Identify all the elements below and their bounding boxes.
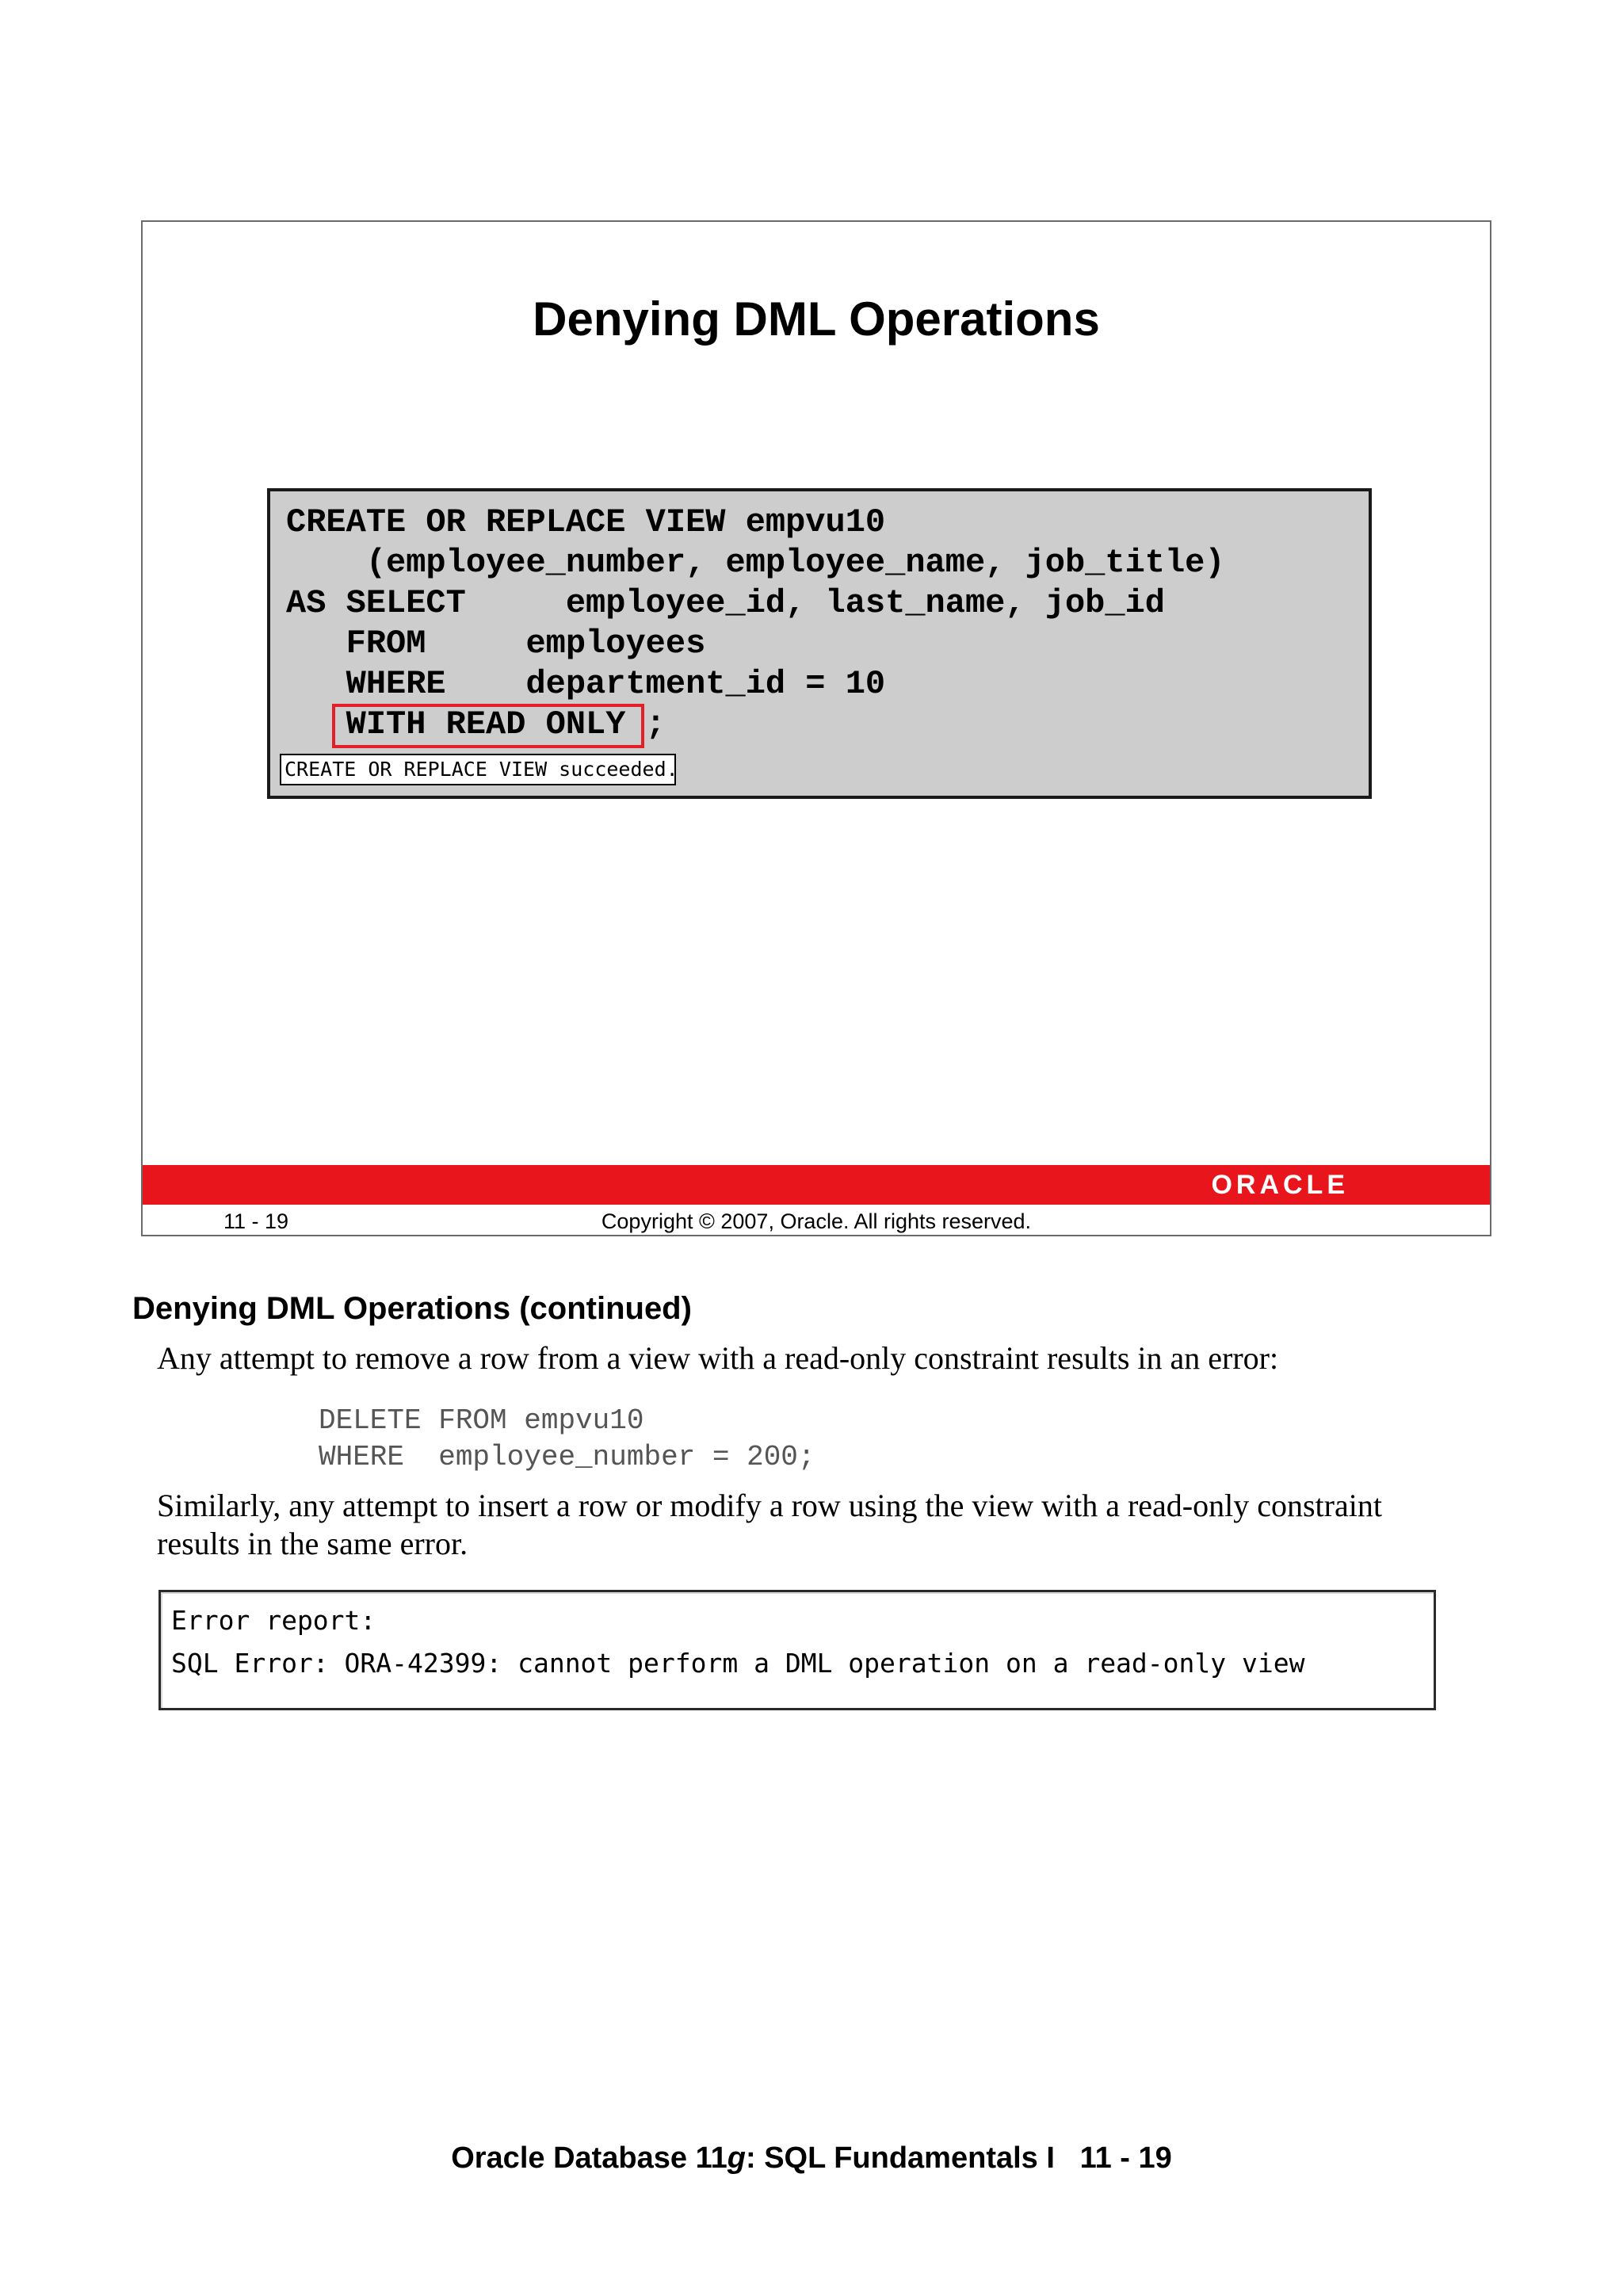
error-report-title: Error report: [171,1605,376,1636]
notes-code-line: DELETE FROM empvu10 [319,1404,644,1437]
footer-text: : SQL Fundamentals I 11 - 19 [746,2141,1172,2175]
brand-band [143,1165,1490,1205]
code-line: AS SELECT employee_id, last_name, job_id [286,584,1165,622]
error-report [158,1590,1436,1710]
footer-text: Oracle Database 11 [451,2141,727,2175]
notes-heading: Denying DML Operations (continued) [132,1291,692,1326]
code-line: WHERE department_id = 10 [286,665,886,703]
slide [141,220,1491,1236]
footer-version-letter: g [727,2141,746,2175]
code-line: WITH READ ONLY ; [286,705,666,743]
code-line: FROM employees [286,625,706,663]
code-block [267,488,1372,799]
error-message: SQL Error: ORA-42399: cannot perform a DML operation on a read-only view [171,1648,1305,1679]
notes-paragraph: Any attempt to remove a row from a view with a read-only constraint results in an error: [157,1340,1279,1376]
slide-title: Denying DML Operations [533,292,1100,346]
slide-number: 11 - 19 [223,1209,289,1233]
result-message: CREATE OR REPLACE VIEW succeeded. [280,754,676,785]
code-line: CREATE OR REPLACE VIEW empvu10 [286,503,886,541]
notes-code-line: WHERE employee_number = 200; [319,1441,815,1473]
read-only-highlight [332,704,644,748]
oracle-logo: ORACLE [1211,1170,1349,1200]
code-line: (employee_number, employee_name, job_title) [286,544,1225,582]
copyright-notice: Copyright © 2007, Oracle. All rights reserved. [601,1209,1032,1233]
page-footer [0,2140,1623,2176]
notes-paragraph: Similarly, any attempt to insert a row or modify a row using the view with a read-only constraint results in the same error. [157,1488,1382,1561]
